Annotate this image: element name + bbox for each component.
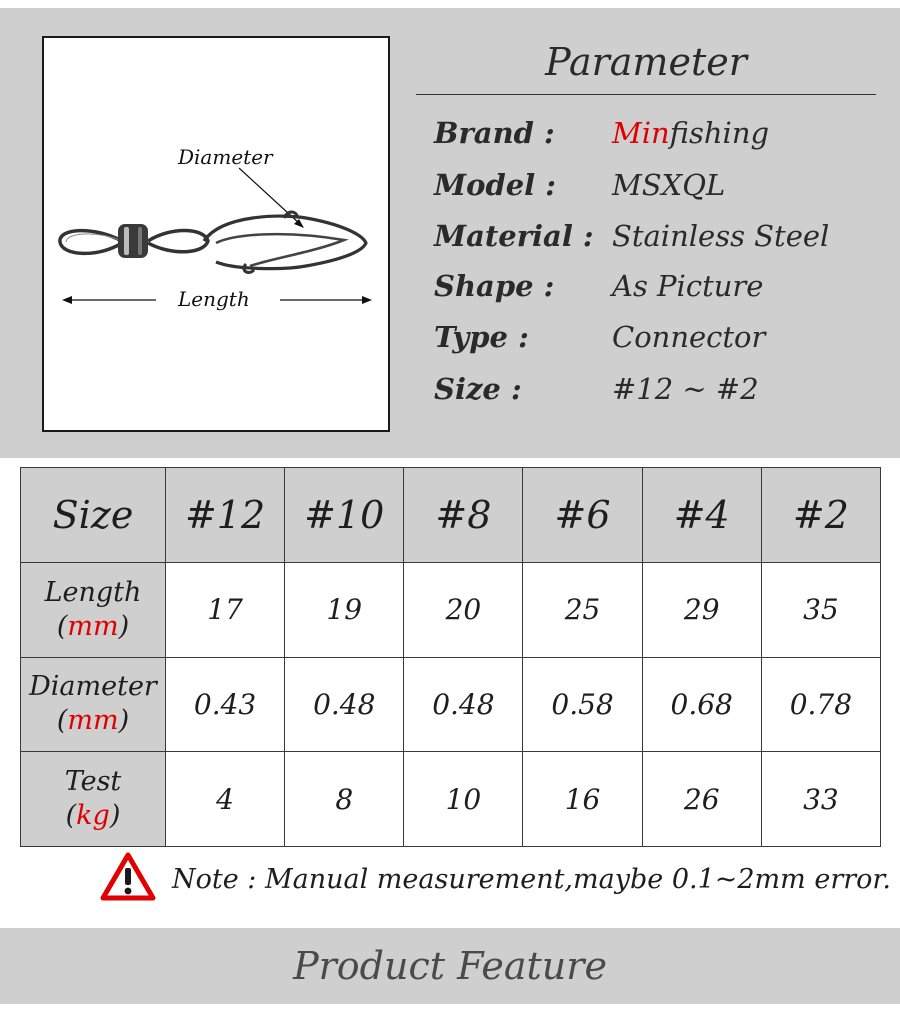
- diameter-label: Diameter: [178, 145, 273, 169]
- size-header-8: #8: [404, 468, 523, 563]
- swivel-barrel-highlight: [124, 227, 129, 255]
- table-row-test: [21, 752, 881, 847]
- product-photo: [42, 36, 390, 432]
- measurement-note: [100, 852, 891, 904]
- length-label: Length: [178, 287, 250, 311]
- table-cell: 0.43: [166, 657, 285, 752]
- size-spec-table: [20, 467, 881, 847]
- size-header-6: #6: [523, 468, 642, 563]
- unit-length: mm: [67, 610, 119, 642]
- parameter-title: Parameter: [545, 40, 747, 84]
- table-cell: 33: [761, 752, 880, 847]
- unit-diameter: mm: [67, 705, 119, 737]
- table-header-row: [21, 468, 881, 563]
- spec-value-brand: [612, 116, 769, 150]
- table-cell: 10: [404, 752, 523, 847]
- snap-swivel-illustration: [44, 38, 388, 430]
- unit-test: kg: [76, 800, 110, 832]
- brand-red-part: Min: [612, 116, 670, 150]
- spec-value-shape: As Picture: [612, 269, 764, 303]
- size-header-2: #2: [761, 468, 880, 563]
- spec-key-material: Material :: [434, 219, 594, 253]
- spec-value-model: MSXQL: [612, 168, 726, 202]
- table-cell: 20: [404, 563, 523, 658]
- note-text: Note : Manual measurement,maybe 0.1~2mm error.: [172, 864, 891, 895]
- table-cell: 35: [761, 563, 880, 658]
- size-header-10: #10: [285, 468, 404, 563]
- product-feature-title: Product Feature: [293, 944, 607, 988]
- spec-value-material: Stainless Steel: [612, 219, 830, 253]
- table-cell: 8: [285, 752, 404, 847]
- table-row-diameter: [21, 657, 881, 752]
- warning-triangle-icon: [100, 852, 156, 902]
- snap-outer-wire: [204, 216, 366, 269]
- spec-key-type: Type :: [434, 320, 529, 354]
- row-head-test: Test (kg): [21, 752, 166, 847]
- row-label-test: Test: [64, 766, 122, 798]
- spec-row-material: [434, 219, 874, 259]
- spec-key-shape: Shape :: [434, 269, 555, 303]
- spec-row-shape: [434, 269, 874, 309]
- spec-value-size: #12 ~ #2: [612, 372, 759, 406]
- table-row-length: [21, 563, 881, 658]
- table-cell: 4: [166, 752, 285, 847]
- spec-row-brand: [434, 116, 874, 156]
- table-cell: 17: [166, 563, 285, 658]
- product-feature-banner: [0, 928, 900, 1004]
- brand-rest-part: fishing: [669, 116, 770, 150]
- table-cell: 16: [523, 752, 642, 847]
- swivel-rear-loop: [148, 230, 208, 251]
- table-cell: 25: [523, 563, 642, 658]
- spec-row-size: [434, 372, 874, 412]
- spec-key-size: Size :: [434, 372, 522, 406]
- row-head-length: Length (mm): [21, 563, 166, 658]
- size-header-4: #4: [642, 468, 761, 563]
- spec-row-type: [434, 320, 874, 360]
- table-corner-size: Size: [21, 468, 166, 563]
- spec-value-type: Connector: [612, 320, 766, 354]
- row-label-diameter: Diameter: [29, 671, 157, 703]
- table-cell: 29: [642, 563, 761, 658]
- spec-row-model: [434, 168, 874, 208]
- swivel-barrel: [118, 224, 148, 258]
- table-cell: 0.48: [285, 657, 404, 752]
- table-cell: 19: [285, 563, 404, 658]
- row-label-length: Length: [44, 576, 142, 608]
- spec-key-model: Model :: [434, 168, 556, 202]
- spec-key-brand: Brand :: [434, 116, 555, 150]
- row-head-diameter: Diameter (mm): [21, 657, 166, 752]
- table-cell: 0.78: [761, 657, 880, 752]
- parameter-divider: [416, 94, 876, 95]
- table-cell: 26: [642, 752, 761, 847]
- table-cell: 0.68: [642, 657, 761, 752]
- size-header-12: #12: [166, 468, 285, 563]
- table-cell: 0.48: [404, 657, 523, 752]
- table-cell: 0.58: [523, 657, 642, 752]
